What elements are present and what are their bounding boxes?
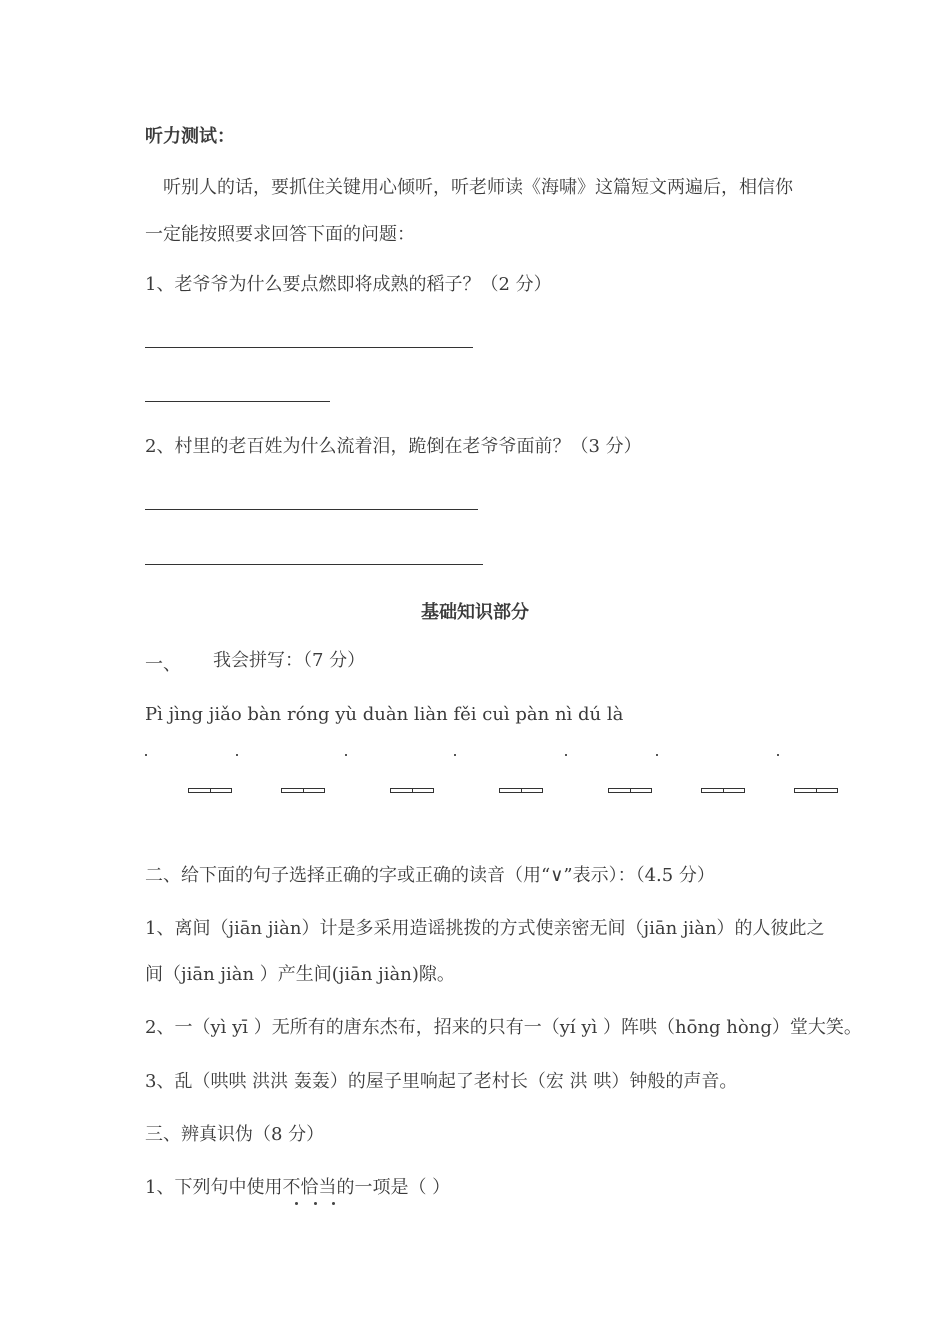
answer-line bbox=[145, 564, 483, 565]
section-2-item-1-line2: 间（jiān jiàn ）产生间(jiān jiàn)隙。 bbox=[145, 964, 455, 985]
writing-box bbox=[608, 788, 652, 793]
pinyin-row: Pì jìng jiǎo bàn róng yù duàn liàn fěi cuì pàn nì dú là bbox=[145, 704, 624, 725]
answer-line bbox=[145, 509, 478, 510]
tick-mark bbox=[345, 754, 347, 756]
section-2-item-2: 2、一（yì yī ）无所有的唐东杰布，招来的只有一（yí yì ）阵哄（hōng hòng）堂大笑。 bbox=[145, 1017, 862, 1038]
section-2-heading: 二、给下面的句子选择正确的字或正确的读音（用“∨”表示）：（4.5 分） bbox=[145, 865, 715, 886]
tick-mark bbox=[565, 754, 567, 756]
writing-box bbox=[499, 788, 543, 793]
writing-box bbox=[281, 788, 325, 793]
section-2-item-3: 3、乱（哄哄 洪洪 轰轰）的屋子里响起了老村长（宏 洪 哄）钟般的声音。 bbox=[145, 1071, 738, 1092]
writing-box bbox=[188, 788, 232, 793]
listening-intro-line2: 一定能按照要求回答下面的问题： bbox=[145, 224, 415, 245]
writing-box bbox=[390, 788, 434, 793]
listening-intro-line1: 听别人的话，要抓住关键用心倾听，听老师读《海啸》这篇短文两遍后，相信你 bbox=[163, 177, 793, 198]
section-2-item-1-line1: 1、离间（jiān jiàn）计是多采用造谣挑拨的方式使亲密无间（jiān jiàn）的人彼此之 bbox=[145, 918, 825, 939]
writing-box bbox=[794, 788, 838, 793]
emphasis-dot bbox=[295, 1202, 298, 1205]
writing-box bbox=[701, 788, 745, 793]
tick-mark bbox=[777, 754, 779, 756]
section-1-label: 我会拼写：（7 分） bbox=[213, 650, 366, 671]
emphasis-dot bbox=[332, 1202, 335, 1205]
tick-mark bbox=[454, 754, 456, 756]
question-2: 2、村里的老百姓为什么流着泪，跪倒在老爷爷面前？（3 分） bbox=[145, 436, 642, 457]
tick-mark bbox=[145, 754, 147, 756]
section-heading: 基础知识部分 bbox=[421, 602, 529, 623]
answer-line bbox=[145, 401, 330, 402]
section-3-heading: 三、辨真识伪（8 分） bbox=[145, 1124, 325, 1145]
listening-title: 听力测试： bbox=[145, 126, 235, 147]
answer-line bbox=[145, 347, 473, 348]
emphasis-dot bbox=[314, 1202, 317, 1205]
section-3-item-1: 1、下列句中使用不恰当的一项是（ ） bbox=[145, 1177, 451, 1198]
question-1: 1、老爷爷为什么要点燃即将成熟的稻子？（2 分） bbox=[145, 274, 552, 295]
tick-mark bbox=[656, 754, 658, 756]
tick-mark bbox=[236, 754, 238, 756]
section-1-number: 一、 bbox=[145, 654, 181, 675]
